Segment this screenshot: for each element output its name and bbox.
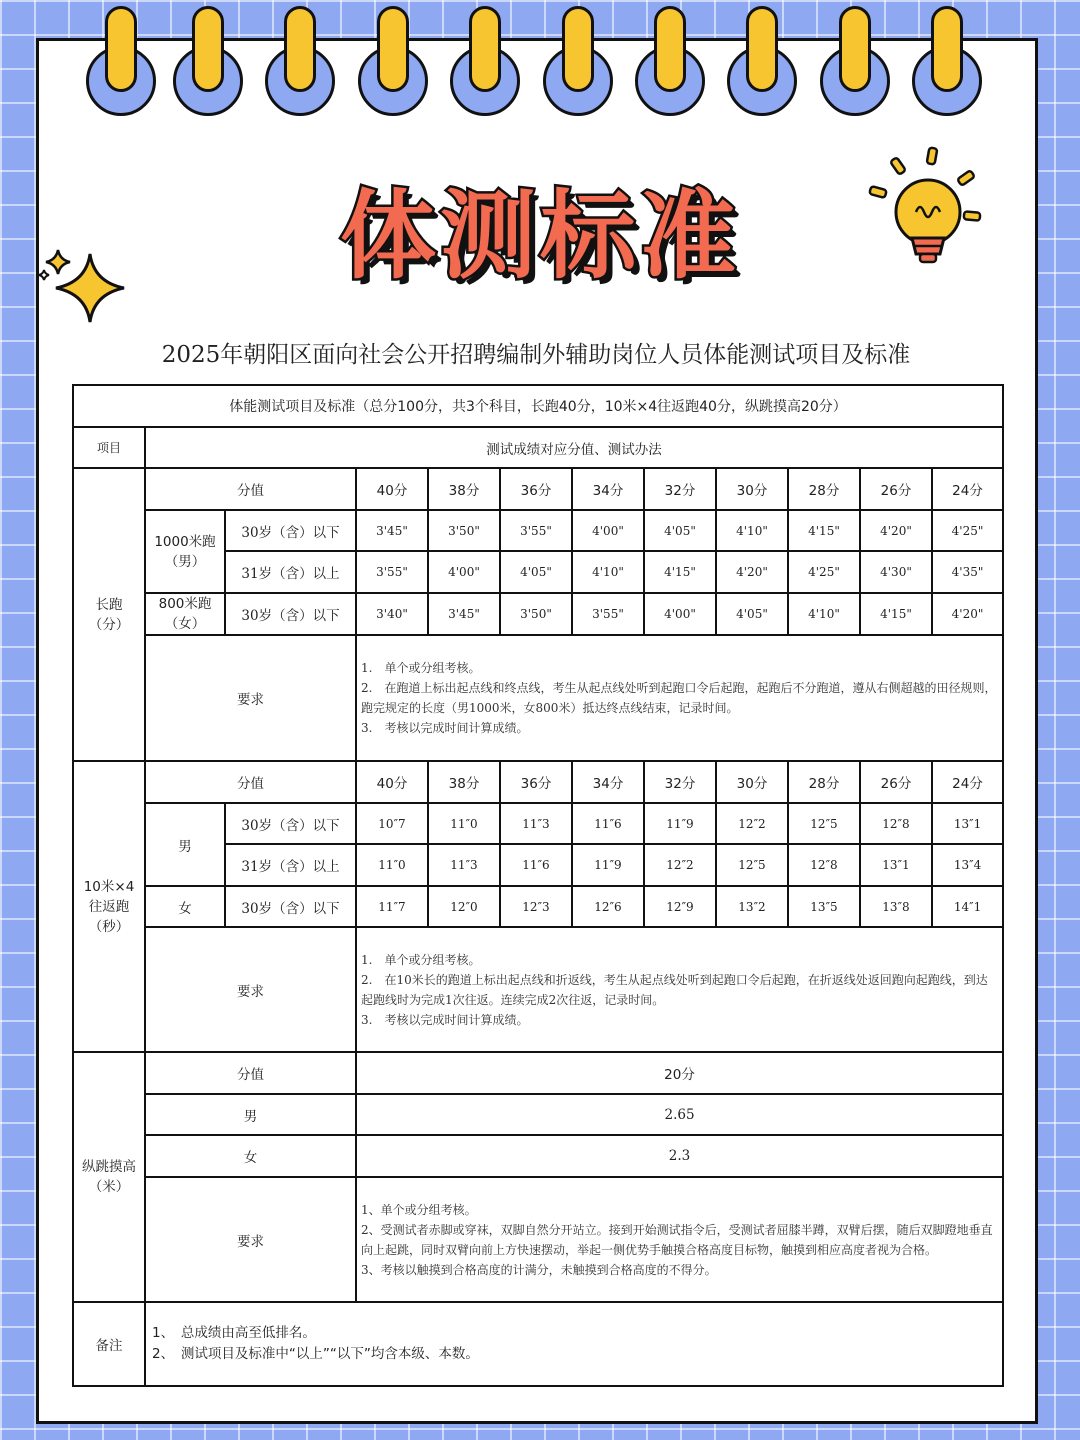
score-cell: 38分 (428, 468, 500, 510)
time-cell: 11″3 (428, 844, 500, 886)
time-cell: 12″6 (572, 886, 644, 927)
score-cell: 40分 (356, 468, 428, 510)
time-cell: 13″8 (860, 886, 932, 927)
time-cell: 4'10" (788, 593, 860, 635)
age-group-label: 30岁（含）以下 (225, 886, 356, 927)
time-cell: 11″0 (356, 844, 428, 886)
ring-bar (284, 6, 316, 92)
binder-ring (727, 0, 797, 120)
time-cell: 14″1 (932, 886, 1003, 927)
score-cell: 32分 (644, 761, 716, 803)
time-cell: 4'00" (644, 593, 716, 635)
ring-bar (746, 6, 778, 92)
score-cell: 26分 (860, 761, 932, 803)
binder-ring (820, 0, 890, 120)
table-caption: 体能测试项目及标准（总分100分，共3个科目，长跑40分，10米×4往返跑40分，纵跳摸高20分） (73, 385, 1003, 427)
col-header-item: 项目 (73, 427, 145, 468)
time-cell: 3'50" (500, 593, 572, 635)
time-cell: 3'45" (356, 510, 428, 551)
time-cell: 11″3 (500, 803, 572, 844)
shuttle-requirements: 1. 单个或分组考核。 2. 在10米长的跑道上标出起点线和折返线，考生从起点线处听到起跑口令后起跑，在折返线处返回跑向起跑线，到达起跑线时为完成1次往返。连续完成2次往返，记录时间。 3. 考核以完成时间计算成绩。 (356, 927, 1003, 1052)
score-cell: 28分 (788, 468, 860, 510)
jump-men-value: 2.65 (356, 1094, 1003, 1135)
time-cell: 3'55" (356, 551, 428, 593)
run-score-label: 分值 (145, 468, 356, 510)
time-cell: 12″0 (428, 886, 500, 927)
age-group-label: 30岁（含）以下 (225, 593, 356, 635)
ring-bar (562, 6, 594, 92)
time-cell: 4'20" (932, 593, 1003, 635)
time-cell: 12″8 (860, 803, 932, 844)
shuttle-men-group: 男 (145, 803, 225, 886)
time-cell: 4'15" (860, 593, 932, 635)
score-cell: 34分 (572, 468, 644, 510)
age-group-label: 31岁（含）以上 (225, 551, 356, 593)
time-cell: 4'35" (932, 551, 1003, 593)
time-cell: 3'40" (356, 593, 428, 635)
time-cell: 12″2 (644, 844, 716, 886)
run-section-label: 长跑 （分） (73, 468, 145, 761)
ring-bar (192, 6, 224, 92)
score-cell: 24分 (932, 761, 1003, 803)
run-men-group: 1000米跑 （男） (145, 510, 225, 593)
time-cell: 13″4 (932, 844, 1003, 886)
time-cell: 4'25" (788, 551, 860, 593)
time-cell: 4'10" (716, 510, 788, 551)
time-cell: 12″5 (788, 803, 860, 844)
time-cell: 4'30" (860, 551, 932, 593)
time-cell: 11″6 (500, 844, 572, 886)
jump-score-value: 20分 (356, 1052, 1003, 1094)
time-cell: 11″6 (572, 803, 644, 844)
jump-men-label: 男 (145, 1094, 356, 1135)
time-cell: 12″3 (500, 886, 572, 927)
ring-bar (105, 6, 137, 92)
time-cell: 13″5 (788, 886, 860, 927)
standards-table (72, 384, 1004, 1387)
score-cell: 38分 (428, 761, 500, 803)
shuttle-women-group: 女 (145, 886, 225, 927)
binder-ring (543, 0, 613, 120)
score-cell: 28分 (788, 761, 860, 803)
jump-req-label: 要求 (145, 1177, 356, 1302)
score-cell: 32分 (644, 468, 716, 510)
binder-ring (450, 0, 520, 120)
age-group-label: 30岁（含）以下 (225, 803, 356, 844)
shuttle-section-label: 10米×4 往返跑 （秒） (73, 761, 145, 1052)
time-cell: 11″9 (644, 803, 716, 844)
time-cell: 12″2 (716, 803, 788, 844)
binder-ring (173, 0, 243, 120)
time-cell: 3'55" (572, 593, 644, 635)
jump-requirements: 1、单个或分组考核。 2、受测试者赤脚或穿袜，双脚自然分开站立。接到开始测试指令后，受测试者屈膝半蹲，双臂后摆，随后双脚蹬地垂直向上起跳，同时双臂向前上方快速摆动，举起一侧优势手触摸合格高度目标物，触摸到相应高度者视为合格。 3、考核以触摸到合格高度的计满分，未触摸到合格高度的不得分。 (356, 1177, 1003, 1302)
time-cell: 11″7 (356, 886, 428, 927)
time-cell: 4'15" (788, 510, 860, 551)
time-cell: 11″9 (572, 844, 644, 886)
ring-bar (469, 6, 501, 92)
score-cell: 26分 (860, 468, 932, 510)
score-cell: 36分 (500, 761, 572, 803)
time-cell: 13″1 (860, 844, 932, 886)
score-cell: 30分 (716, 761, 788, 803)
time-cell: 4'20" (716, 551, 788, 593)
time-cell: 13″1 (932, 803, 1003, 844)
time-cell: 10″7 (356, 803, 428, 844)
time-cell: 3'45" (428, 593, 500, 635)
time-cell: 4'05" (716, 593, 788, 635)
shuttle-score-label: 分值 (145, 761, 356, 803)
time-cell: 12″5 (716, 844, 788, 886)
notes-label: 备注 (73, 1302, 145, 1386)
time-cell: 4'05" (644, 510, 716, 551)
time-cell: 3'55" (500, 510, 572, 551)
lightbulb-icon (868, 146, 988, 276)
time-cell: 4'10" (572, 551, 644, 593)
time-cell: 12″9 (644, 886, 716, 927)
jump-women-value: 2.3 (356, 1135, 1003, 1177)
binder-ring (358, 0, 428, 120)
time-cell: 3'50" (428, 510, 500, 551)
binder-ring (635, 0, 705, 120)
col-header-desc: 测试成绩对应分值、测试办法 (145, 427, 1003, 468)
ring-bar (931, 6, 963, 92)
sparkle-icon (38, 248, 130, 326)
run-requirements: 1. 单个或分组考核。 2. 在跑道上标出起点线和终点线，考生从起点线处听到起跑口令后起跑，起跑后不分跑道，遵从右侧超越的田径规则，跑完规定的长度（男1000米，女800米）抵达终点线结束，记录时间。 3. 考核以完成时间计算成绩。 (356, 635, 1003, 761)
notes-text: 1、 总成绩由高至低排名。 2、 测试项目及标准中“以上”“以下”均含本级、本数。 (145, 1302, 1003, 1386)
score-cell: 30分 (716, 468, 788, 510)
time-cell: 4'05" (500, 551, 572, 593)
ring-bar (654, 6, 686, 92)
run-women-group: 800米跑 （女） (145, 593, 225, 635)
shuttle-req-label: 要求 (145, 927, 356, 1052)
run-req-label: 要求 (145, 635, 356, 761)
score-cell: 34分 (572, 761, 644, 803)
ring-bar (839, 6, 871, 92)
binder-ring (265, 0, 335, 120)
binder-ring (912, 0, 982, 120)
score-cell: 24分 (932, 468, 1003, 510)
time-cell: 13″2 (716, 886, 788, 927)
jump-score-label: 分值 (145, 1052, 356, 1094)
time-cell: 4'25" (932, 510, 1003, 551)
age-group-label: 31岁（含）以上 (225, 844, 356, 886)
time-cell: 11″0 (428, 803, 500, 844)
time-cell: 4'00" (572, 510, 644, 551)
binder-ring (86, 0, 156, 120)
document-title: 2025年朝阳区面向社会公开招聘编制外辅助岗位人员体能测试项目及标准 (161, 342, 911, 368)
jump-women-label: 女 (145, 1135, 356, 1177)
score-cell: 40分 (356, 761, 428, 803)
time-cell: 4'00" (428, 551, 500, 593)
page-title: 体测标准 (340, 180, 740, 292)
time-cell: 4'20" (860, 510, 932, 551)
age-group-label: 30岁（含）以下 (225, 510, 356, 551)
score-cell: 36分 (500, 468, 572, 510)
jump-section-label: 纵跳摸高 （米） (73, 1052, 145, 1302)
time-cell: 4'15" (644, 551, 716, 593)
ring-bar (377, 6, 409, 92)
time-cell: 12″8 (788, 844, 860, 886)
